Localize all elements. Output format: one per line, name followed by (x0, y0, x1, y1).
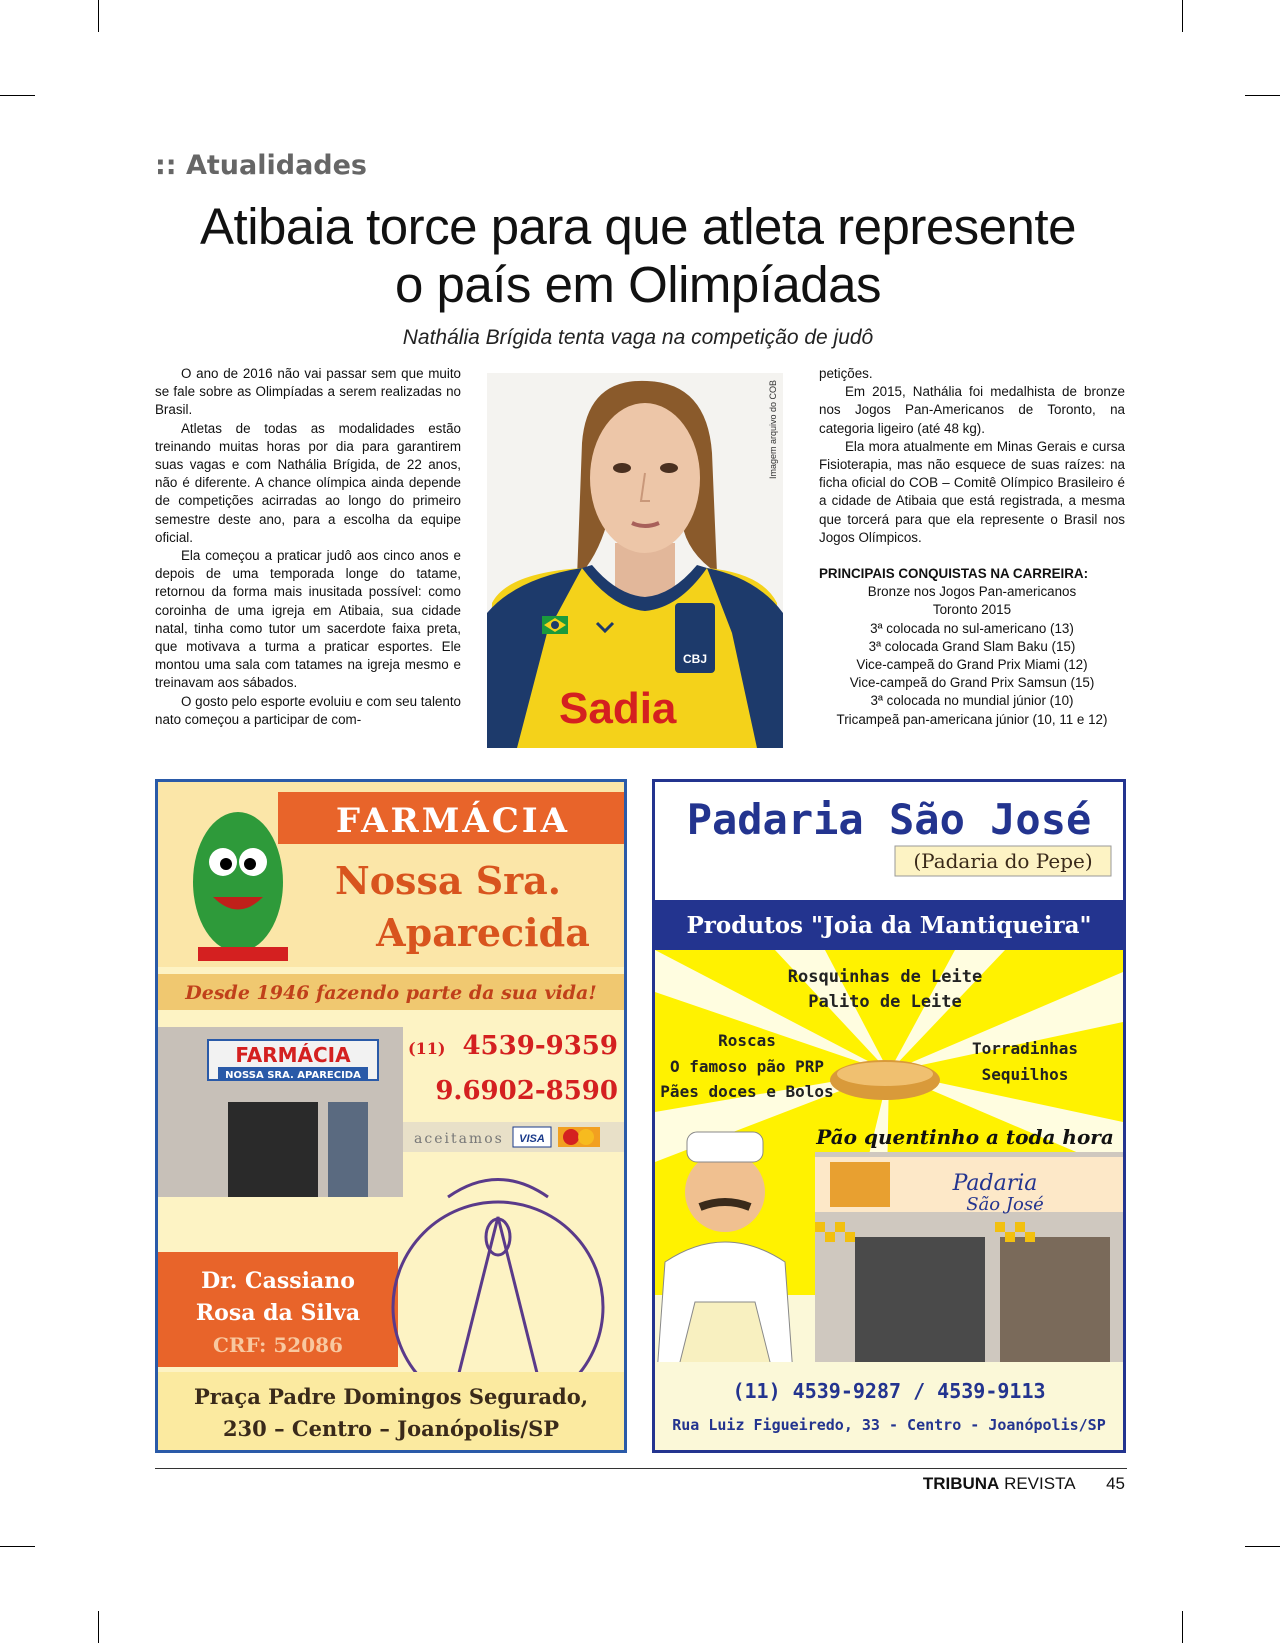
achievements-title: PRINCIPAIS CONQUISTAS NA CARREIRA: (819, 566, 1089, 582)
item-palito: Palito de Leite (808, 992, 962, 1012)
crop-mark (98, 0, 99, 32)
doctor-crf: CRF: 52086 (213, 1333, 343, 1357)
footer (923, 1474, 1125, 1494)
crop-mark (1182, 1611, 1183, 1643)
phone-1: 4539-9359 (462, 1031, 618, 1061)
achievement-item: Toronto 2015 (932, 602, 1012, 618)
crop-mark (0, 1546, 35, 1547)
achievement-item: Tricampeã pan-americana júnior (10, 11 e 12) (836, 711, 1108, 727)
headline-line-2: o país em Olimpíadas (394, 256, 882, 313)
achievement-item: Bronze nos Jogos Pan-americanos (867, 584, 1077, 600)
headline-line-1: Atibaia torce para que atleta represente (200, 198, 1076, 255)
doctor-name-2: Rosa da Silva (195, 1300, 361, 1326)
padaria-phones: (11) 4539-9287 / 4539-9113 (732, 1379, 1046, 1403)
section-label: :: Atualidades (155, 150, 368, 181)
athlete-photo (487, 373, 783, 748)
achievement-item: 3ª colocada no sul-americano (13) (870, 620, 1074, 636)
footer-rule (155, 1468, 1127, 1469)
farmacia-tagline: Desde 1946 fazendo parte da sua vida! (185, 982, 597, 1004)
visa-logo: VISA (519, 1133, 545, 1145)
achievement-item: Vice-campeã do Grand Prix Samsun (15) (849, 675, 1095, 691)
footer-brand-2: REVISTA (1004, 1474, 1075, 1493)
footer-brand: TRIBUNA (922, 1474, 1000, 1493)
padaria-subtitle: (Padaria do Pepe) (913, 849, 1093, 873)
padaria-ad-art (655, 782, 1123, 1450)
athlete-illustration (487, 373, 783, 748)
crop-mark (1245, 1546, 1280, 1547)
farmacia-title: FARMÁCIA (335, 801, 571, 841)
farmacia-name-2: Aparecida (376, 910, 590, 955)
headline (150, 198, 1126, 314)
farmacia-address-2: 230 – Centro – Joanópolis/SP (222, 1416, 560, 1441)
farmacia-name-1: Nossa Sra. (334, 858, 562, 903)
farmacia-address-1: Praça Padre Domingos Segurado, (193, 1384, 589, 1409)
crop-mark (1182, 0, 1183, 32)
paragraph: O gosto pelo esporte evoluiu e com seu talento nato começou a participar de com- (155, 693, 461, 727)
paragraph: Ela mora atualmente em Minas Gerais e cursa Fisioterapia, mas não esquece de suas raízes: na ficha oficial do COB – Comitê Olímpico Brasileiro é a cidade de Atibaia que está registrada, a mesma que torcerá para que ela represente o Brasil nos Jogos Olímpicos. (819, 438, 1125, 545)
item-roscas: Roscas (718, 1031, 776, 1050)
doctor-name-1: Dr. Cassiano (201, 1268, 355, 1294)
store-sign-1: Padaria (952, 1171, 1038, 1196)
accepts-label: aceitamos (414, 1131, 504, 1147)
padaria-address: Rua Luiz Figueiredo, 33 - Centro - Joanópolis/SP (672, 1416, 1106, 1434)
subheadline: Nathália Brígida tenta vaga na competição de judô (402, 326, 874, 349)
item-pao-prp: O famoso pão PRP (669, 1057, 825, 1076)
achievement-item: Vice-campeã do Grand Prix Miami (12) (856, 657, 1088, 673)
paragraph: Atletas de todas as modalidades estão treinando muitas horas por dia para garantirem suas vagas e com Nathália Brígida, de 22 anos, não é diferente. A chance olímpica ainda depende de competições acirradas ao longo do primeiro semestre deste ano, para a escolha da equipe oficial. (155, 420, 461, 545)
photo-credit: Imagem arquivo do COB (768, 380, 778, 480)
article-right-column (819, 365, 1125, 729)
achievement-item: 3ª colocada Grand Slam Baku (15) (868, 638, 1076, 654)
achievement-item: 3ª colocada no mundial júnior (10) (870, 693, 1074, 709)
paragraph: O ano de 2016 não vai passar sem que muito se fale sobre as Olimpíadas a serem realizadas no Brasil. (155, 366, 461, 418)
paragraph: Ela começou a praticar judô aos cinco anos e depois de uma temporada longe do tatame, retornou da forma mais inusitada possível: como coroinha de uma igreja em Atibaia, sua cidade natal, tinha como tutor um sacerdote faixa preta, que motivava a turma a praticar esportes. Ele montou uma sala com tatames na igreja mesmo e treinavam aos sábados. (155, 548, 461, 691)
crop-mark (0, 95, 35, 96)
farmacia-ad (155, 779, 627, 1453)
products-banner: Produtos "Joia da Mantiqueira" (686, 912, 1092, 939)
page-number: 45 (1106, 1474, 1125, 1493)
store-sign-2: São José (966, 1194, 1044, 1215)
paragraph: Em 2015, Nathália foi medalhista de bronze nos Jogos Pan-Americanos de Toronto, na categoria ligeiro (até 48 kg). (819, 384, 1125, 436)
phone-prefix: (11) (408, 1039, 446, 1058)
item-torradinhas: Torradinhas (972, 1039, 1078, 1058)
article-left-column (155, 365, 461, 729)
farmacia-ad-art (158, 782, 624, 1450)
badge-text: CBJ (682, 652, 708, 666)
crop-mark (1245, 95, 1280, 96)
phone-2: 9.6902-8590 (435, 1076, 618, 1106)
store-sign-2: NOSSA SRA. APARECIDA (225, 1070, 361, 1081)
store-sign: FARMÁCIA (235, 1043, 351, 1067)
paragraph: petições. (819, 366, 873, 381)
padaria-title: Padaria São José (686, 795, 1092, 844)
item-sequilhos: Sequilhos (981, 1065, 1069, 1084)
shirt-sponsor-text: Sadia (559, 684, 677, 733)
padaria-ad (652, 779, 1126, 1453)
crop-mark (98, 1611, 99, 1643)
padaria-slogan: Pão quentinho a toda hora (816, 1125, 1114, 1149)
item-rosquinhas: Rosquinhas de Leite (787, 967, 983, 987)
item-paes-doces: Pães doces e Bolos (660, 1082, 834, 1101)
